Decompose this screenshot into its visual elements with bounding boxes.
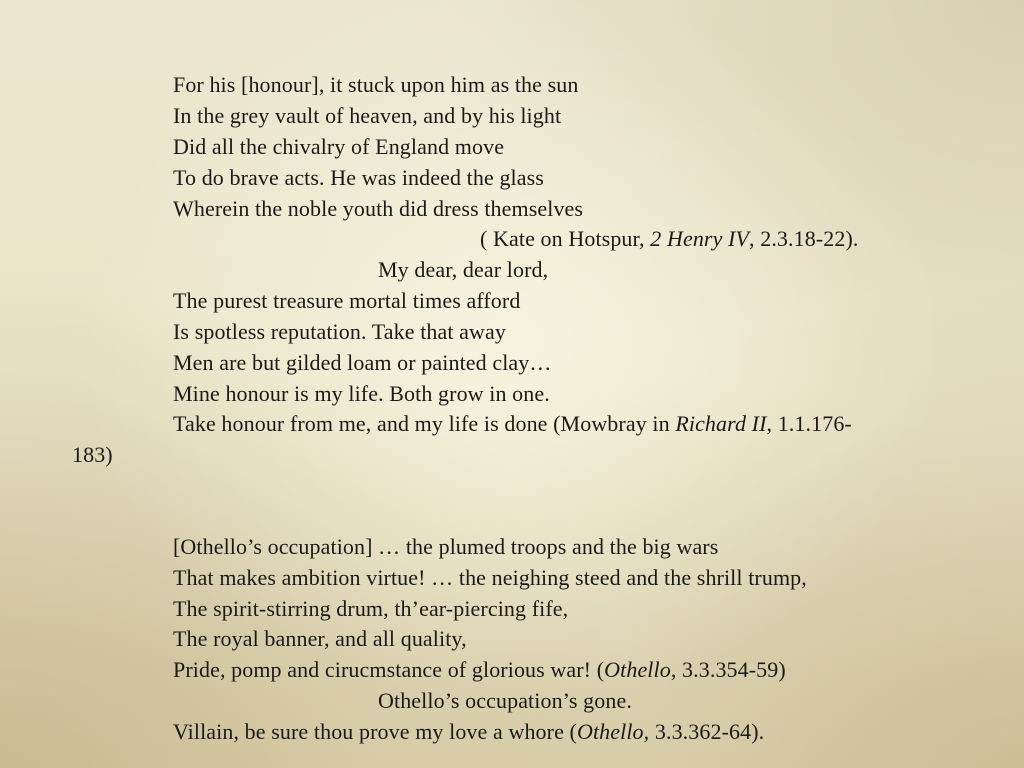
citation-henry-iv: ( Kate on Hotspur, 2 Henry IV, 2.3.18-22). [480,226,859,251]
play-title: 2 Henry IV [650,226,750,251]
quote-line: The royal banner, and all quality, [173,626,467,651]
quote-line: In the grey vault of heaven, and by his light [173,103,562,128]
quote-line: Wherein the noble youth did dress themselves [173,196,584,221]
citation-othello-2: Villain, be sure thou prove my love a whore (Othello, 3.3.362-64). [173,719,765,744]
quote-line: Mine honour is my life. Both grow in one. [173,381,550,406]
quote-opening: My dear, dear lord, [378,257,549,282]
play-title: Richard II [675,411,767,436]
quote-line: Men are but gilded loam or painted clay… [173,350,552,375]
quote-line-indented: Othello’s occupation’s gone. [378,688,632,713]
play-title: Othello [576,719,644,744]
citation-richard-ii: Take honour from me, and my life is done (Mowbray in Richard II, 1.1.176- [173,411,852,436]
quote-line: The spirit-stirring drum, th’ear-piercing fife, [173,596,569,621]
quote-line: The purest treasure mortal times afford [173,288,521,313]
citation-othello-1: Pride, pomp and cirucmstance of glorious war! (Othello, 3.3.354-59) [173,657,786,682]
quote-line: To do brave acts. He was indeed the glass [173,165,544,190]
play-title: Othello [604,657,671,682]
quote-line: [Othello’s occupation] … the plumed troops and the big wars [173,534,719,559]
citation-wrap: 183) [72,442,113,467]
quote-line: That makes ambition virtue! … the neighing steed and the shrill trump, [173,565,807,590]
quote-line: For his [honour], it stuck upon him as the sun [173,72,579,97]
quote-line: Is spotless reputation. Take that away [173,319,506,344]
quote-line: Did all the chivalry of England move [173,134,505,159]
